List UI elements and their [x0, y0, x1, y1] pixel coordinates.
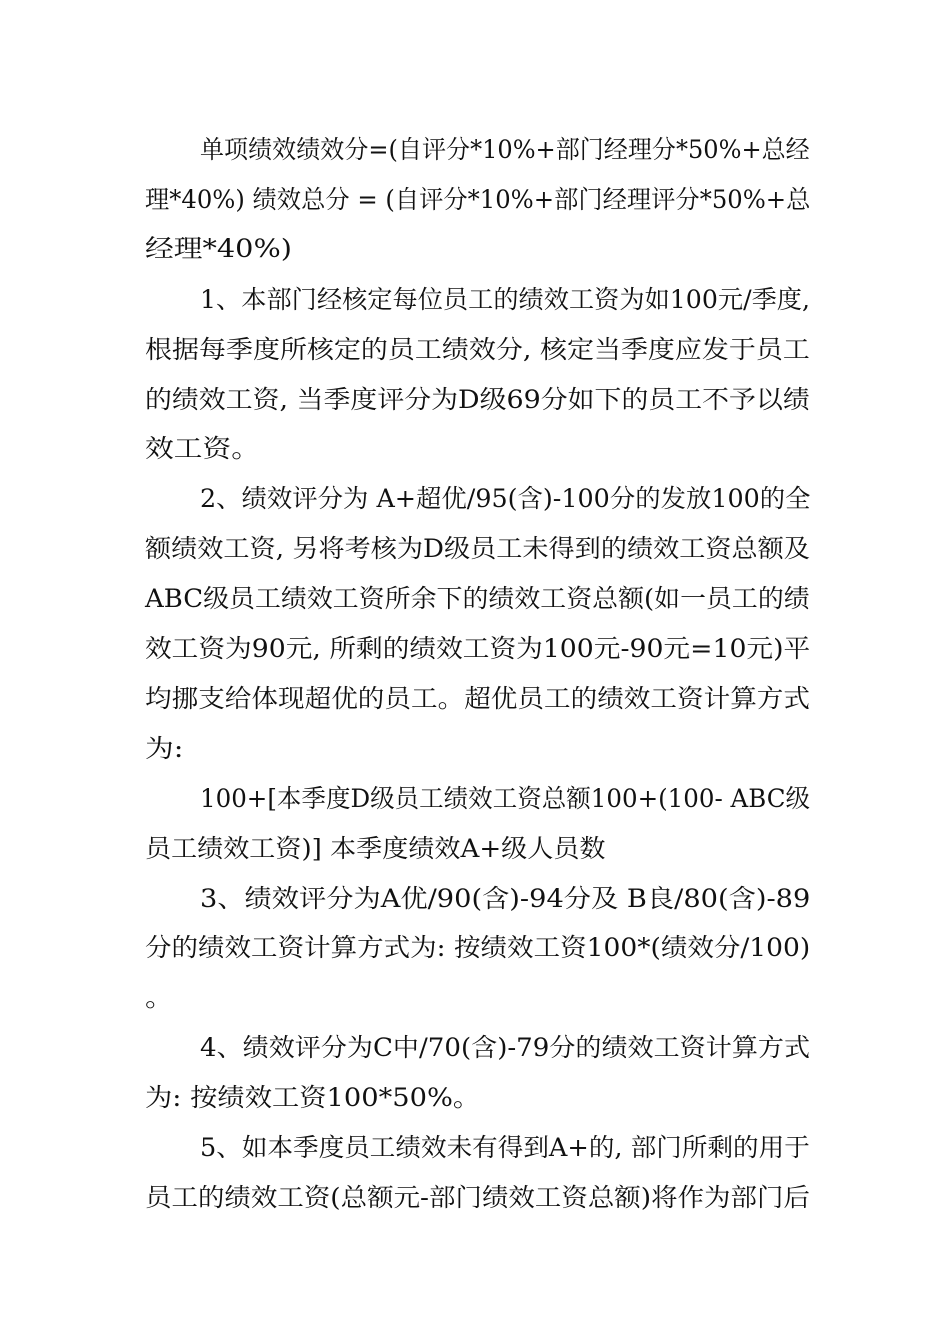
- body-text-line: 4、绩效评分为C中/70(含)-79分的绩效工资计算方式: [200, 1033, 811, 1062]
- body-text-line: 员工的绩效工资(总额元-部门绩效工资总额)将作为部门后: [145, 1183, 810, 1212]
- body-text-line: 经理*40%): [145, 234, 293, 263]
- body-text-line: 效工资为90元, 所剩的绩效工资为100元-90元=10元)平: [145, 634, 811, 663]
- body-text-line: 分的绩效工资计算方式为: 按绩效工资100*(绩效分/100): [145, 933, 811, 962]
- body-text-line: 额绩效工资, 另将考核为D级员工未得到的绩效工资总额及: [145, 534, 810, 563]
- body-text-line: 员工绩效工资)] 本季度绩效A+级人员数: [145, 834, 606, 863]
- body-text-line: 。: [145, 983, 174, 1012]
- body-text-line: 3、绩效评分为A优/90(含)-94分及 B良/80(含)-89: [200, 884, 811, 913]
- body-text-line: 的绩效工资, 当季度评分为D级69分如下的员工不予以绩: [145, 385, 810, 414]
- body-text-line: 1、本部门经核定每位员工的绩效工资为如100元/季度,: [200, 285, 811, 314]
- body-text-line: 为: 按绩效工资100*50%。: [145, 1083, 481, 1112]
- body-text-line: 为:: [145, 734, 184, 763]
- body-text-line: 2、绩效评分为 A+超优/95(含)-100分的发放100的全: [200, 484, 811, 513]
- body-text-line: 理*40%) 绩效总分 = (自评分*10%+部门经理评分*50%+总: [145, 185, 811, 214]
- body-text-line: 效工资。: [145, 434, 261, 463]
- body-text-line: 均挪支给体现超优的员工。超优员工的绩效工资计算方式: [145, 684, 811, 713]
- body-text-line: 5、如本季度员工绩效未有得到A+的, 部门所剩的用于: [200, 1133, 810, 1162]
- body-text-line: 单项绩效绩效分=(自评分*10%+部门经理分*50%+总经: [200, 135, 810, 164]
- body-text-line: 根据每季度所核定的员工绩效分, 核定当季度应发于员工: [145, 335, 810, 364]
- body-text-line: ABC级员工绩效工资所余下的绩效工资总额(如一员工的绩: [145, 584, 810, 613]
- body-text-line: 100+[本季度D级员工绩效工资总额100+(100- ABC级: [200, 784, 811, 813]
